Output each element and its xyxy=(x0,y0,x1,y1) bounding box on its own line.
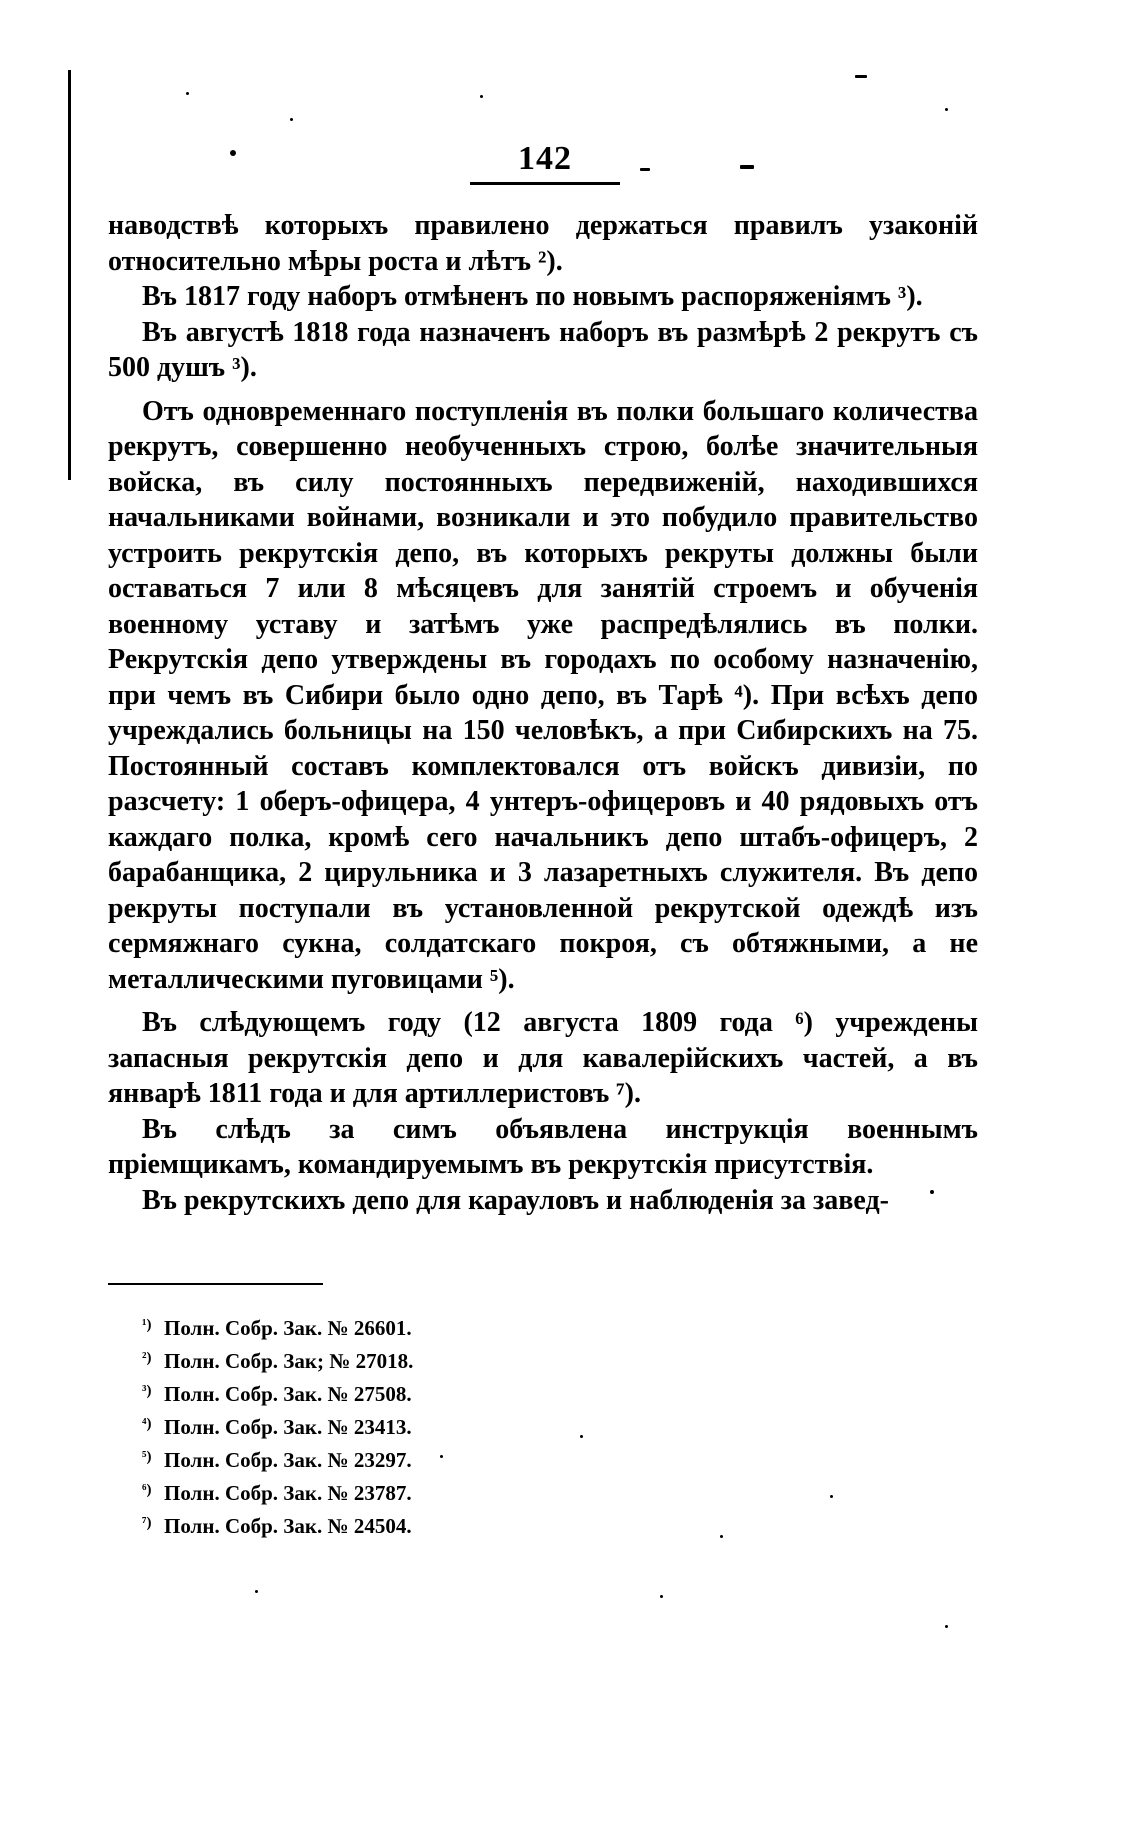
footnote xyxy=(142,1475,642,1508)
footnote xyxy=(142,1442,642,1475)
paragraph: Въ августѣ 1818 года назначенъ наборъ въ размѣрѣ 2 рекрутъ съ 500 душъ ³). xyxy=(108,316,978,383)
scan-speck xyxy=(830,1495,833,1498)
footnote-text: Полн. Собр. Зак. № 23413. xyxy=(164,1415,412,1439)
footnote-mark: ⁴) xyxy=(142,1416,152,1432)
scan-speck xyxy=(945,1625,948,1628)
scan-speck xyxy=(640,168,650,171)
footnote-mark: ⁷) xyxy=(142,1515,152,1531)
scan-speck xyxy=(230,150,236,156)
scan-speck xyxy=(290,118,293,121)
scan-speck xyxy=(660,1595,663,1598)
header-rule xyxy=(470,182,620,185)
footnote xyxy=(142,1508,642,1541)
footnote xyxy=(142,1376,642,1409)
scan-speck xyxy=(480,95,483,98)
footnotes xyxy=(142,1310,642,1541)
scan-speck xyxy=(740,165,754,169)
paragraph: Въ 1817 году наборъ отмѣненъ по новымъ распоряженіямъ ³). xyxy=(142,281,923,312)
footnote-text: Полн. Собр. Зак. № 24504. xyxy=(164,1514,412,1538)
footnote-text: Полн. Собр. Зак. № 26601. xyxy=(164,1316,412,1340)
footnote xyxy=(142,1409,642,1442)
footnote-rule xyxy=(108,1283,323,1285)
footnote-text: Полн. Собр. Зак. № 23297. xyxy=(164,1448,412,1472)
scan-speck xyxy=(255,1590,258,1593)
footnote-mark: ³) xyxy=(142,1383,152,1399)
footnote-mark: ⁶) xyxy=(142,1482,152,1498)
footnote-mark: ⁵) xyxy=(142,1449,152,1465)
paragraph: Отъ одновременнаго поступленія въ полки большаго количества рекрутъ, совершенно необученныхъ строю, болѣе значительныя войска, въ силу постоянныхъ передвиженій, находившихся начальниками войнами, возникали и это побудило правительство устроить рекрутскія депо, въ которыхъ рекруты должны были оставаться 7 или 8 мѣсяцевъ для занятій строемъ и обученія военному уставу и затѣмъ уже распредѣлялись въ полки. Рекрутскія депо утверждены въ городахъ по особому назначенію, при чемъ въ Сибири было одно депо, въ Тарѣ ⁴). При всѣхъ депо учреждались больницы на 150 человѣкъ, а при Сибирскихъ на 75. Постоянный составъ комплектовался отъ войскъ дивизіи, по разсчету: 1 оберъ-офицера, 4 унтеръ-офицеровъ и 40 рядовыхъ отъ каждаго полка, кромѣ сего начальникъ депо штабъ-офицеръ, 2 барабанщика, 2 цирульника и 3 лазаретныхъ служителя. Въ депо рекруты поступали въ установленной рекрутской одеждѣ изъ сермяжнаго сукна, солдатскаго покроя, съ обтяжными, а не металлическими пуговицами ⁵). xyxy=(108,395,978,995)
paragraph: Въ слѣдующемъ году (12 августа 1809 года ⁶) учреждены запасныя рекрутскія депо и для кавалерійскихъ частей, а въ январѣ 1811 года и для артиллеристовъ ⁷). xyxy=(108,1007,978,1109)
scan-speck xyxy=(186,92,189,95)
footnote xyxy=(142,1343,642,1376)
paragraph: наводствѣ которыхъ правилено держаться правилъ узаконій относительно мѣры роста и лѣтъ ²). xyxy=(108,210,978,277)
paragraph: Въ слѣдъ за симъ объявлена инструкція военнымъ пріемщикамъ, командируемымъ въ рекрутскія присутствія. xyxy=(108,1113,978,1180)
footnote-mark: ¹) xyxy=(142,1317,152,1333)
footnote-text: Полн. Собр. Зак. № 23787. xyxy=(164,1481,412,1505)
scan-speck xyxy=(855,75,867,78)
scan-speck xyxy=(945,108,948,111)
footnote-text: Полн. Собр. Зак; № 27018. xyxy=(164,1349,414,1373)
paragraph: Въ рекрутскихъ депо для карауловъ и наблюденія за завед- xyxy=(142,1184,889,1216)
left-margin-rule xyxy=(68,70,71,480)
footnote xyxy=(142,1310,642,1343)
footnote-text: Полн. Собр. Зак. № 27508. xyxy=(164,1382,412,1406)
scan-speck xyxy=(720,1535,723,1538)
body-text xyxy=(108,208,978,1218)
page-number: 142 xyxy=(518,140,572,177)
footnote-mark: ²) xyxy=(142,1350,152,1366)
